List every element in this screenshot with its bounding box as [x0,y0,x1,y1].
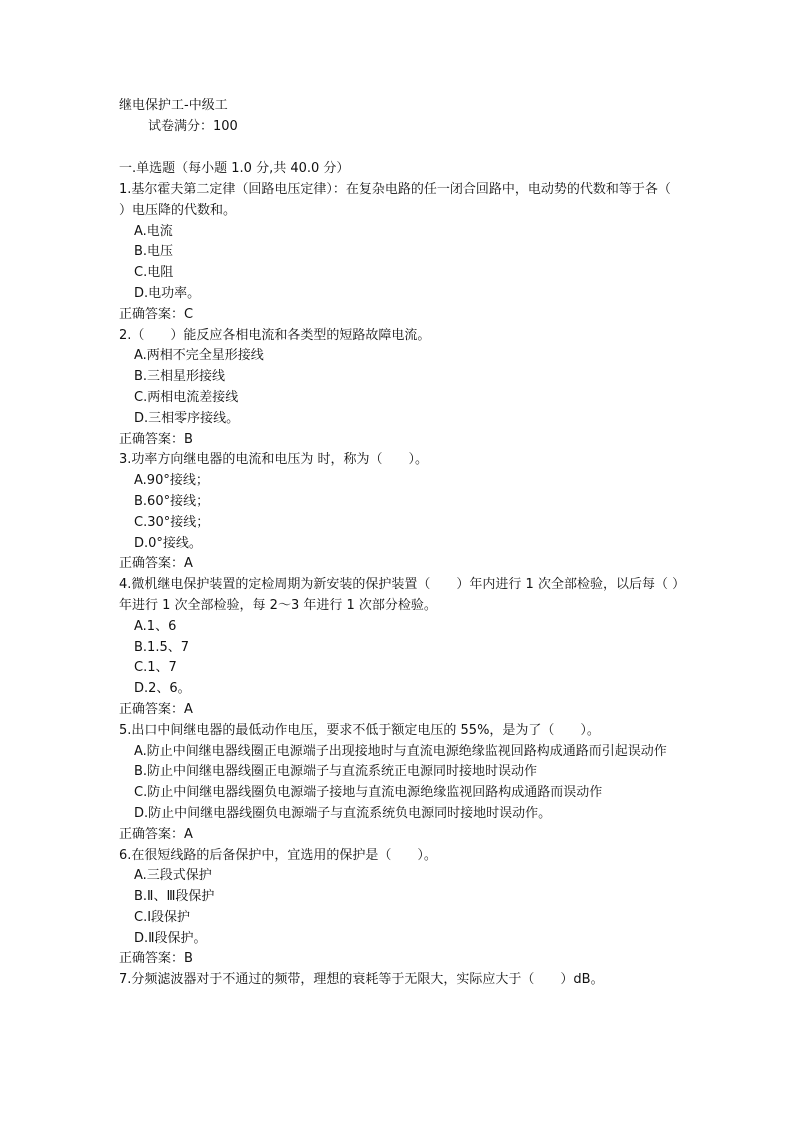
option-d: D.0°接线。 [134,535,202,551]
option-b: B.三相星形接线 [134,369,226,385]
option-d: D.2、6。 [134,681,191,697]
option-c: C.30°接线； [134,514,210,530]
option-a: A.两相不完全星形接线 [134,348,264,364]
question-stem: 1.基尔霍夫第二定律（回路电压定律）：在复杂电路的任一闭合回路中，电动势的代数和等于各（ ）电压降的代数和。 [119,182,697,218]
option-a: A.1、6 [134,618,177,634]
question-4 [119,575,679,721]
question-1 [119,180,697,326]
option-a: A.90°接线； [134,473,209,489]
question-3 [119,450,679,575]
option-d: D.Ⅱ段保护。 [134,930,207,946]
option-a: A.电流 [134,223,173,239]
question-stem: 6.在很短线路的后备保护中，宜选用的保护是（ ）。 [119,847,437,863]
option-d: D.防止中间继电器线圈负电源端子与直流系统负电源同时接地时误动作。 [134,805,552,821]
option-c: C.Ⅰ段保护 [134,909,191,925]
option-c: C.电阻 [134,265,174,281]
option-c: C.防止中间继电器线圈负电源端子接地与直流电源绝缘监视回路构成通路而误动作 [134,785,603,801]
correct-answer: 正确答案：B [119,951,193,967]
correct-answer: 正确答案：A [119,556,193,572]
full-score: 试卷满分：100 [148,119,238,134]
question-stem: 2.（ ）能反应各相电流和各类型的短路故障电流。 [119,327,431,343]
question-2 [119,326,679,451]
question-7 [119,970,679,991]
correct-answer: 正确答案：B [119,431,193,447]
option-b: B.电压 [134,244,174,260]
option-d: D.三相零序接线。 [134,410,240,426]
option-b: B.防止中间继电器线圈正电源端子与直流系统正电源同时接地时误动作 [134,764,538,780]
correct-answer: 正确答案：A [119,701,193,717]
correct-answer: 正确答案：C [119,306,194,322]
option-d: D.电功率。 [134,285,201,301]
question-list [119,180,697,991]
correct-answer: 正确答案：A [119,826,193,842]
question-stem: 3.功率方向继电器的电流和电压为 时，称为（ ）。 [119,452,429,468]
question-5 [119,721,679,846]
question-stem: 5.出口中间继电器的最低动作电压，要求不低于额定电压的 55%，是为了（ ）。 [119,722,600,738]
option-c: C.两相电流差接线 [134,389,239,405]
option-a: A.三段式保护 [134,868,212,884]
question-stem: 4.微机继电保护装置的定检周期为新安装的保护装置（ ）年内进行 1 次全部检验，以后每（ ）年进行 1 次全部检验，每 2～3 年进行 1 次部分检验。 [119,577,679,613]
question-stem: 7.分频滤波器对于不通过的频带，理想的衰耗等于无限大，实际应大于（ ）dB。 [119,972,604,988]
section-title: 一.单选题（每小题 1.0 分,共 40.0 分） [119,161,350,176]
option-b: B.60°接线； [134,493,210,509]
option-b: B.Ⅱ、Ⅲ段保护 [134,889,215,905]
option-b: B.1.5、7 [134,639,189,655]
option-a: A.防止中间继电器线圈正电源端子出现接地时与直流电源绝缘监视回路构成通路而引起误动作 [134,743,667,759]
document-title: 继电保护工-中级工 [119,98,228,113]
question-6 [119,846,679,971]
option-c: C.1、7 [134,660,177,676]
